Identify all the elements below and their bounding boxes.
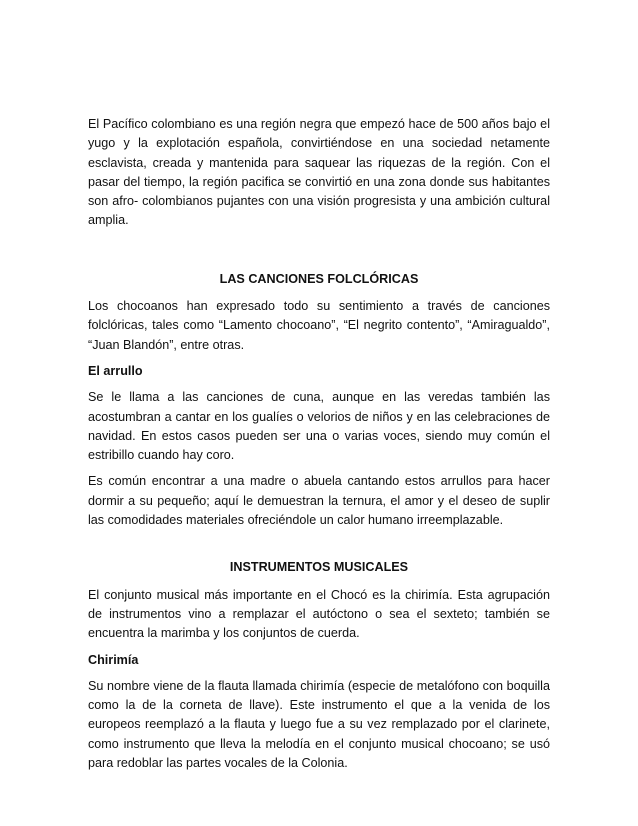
- arrullo-paragraph-2: Es común encontrar a una madre o abuela cantando estos arrullos para hacer dormir a su pequeño; aquí le demuestran la ternura, el amor y el deseo de suplir las comodidades materiales ofreciéndole un calor humano irreemplazable.: [88, 474, 550, 528]
- intro-paragraph: El Pacífico colombiano es una región negra que empezó hace de 500 años bajo el yugo y la explotación española, convirtiéndose en una sociedad netamente esclavista, creada y mantenida para saquear las riquezas de la región. Con el pasar del tiempo, la región pacifica se convirtió en una zona donde sus habitantes son afro- colombianos pujantes con una visión progresista y una ambición cultural amplia.: [88, 117, 550, 228]
- instrumentos-paragraph: El conjunto musical más importante en el Chocó es la chirimía. Esta agrupación de instrumentos vino a remplazar el autóctono o sea el sexteto; también se encuentra la marimba y los conjuntos de cuerda.: [88, 587, 550, 641]
- subheading-arrullo: El arrullo: [88, 363, 143, 378]
- document-page: [88, 115, 550, 773]
- canciones-paragraph: Los chocoanos han expresado todo su sentimiento a través de canciones folclóricas, tales como “Lamento chocoano”, “El negrito contento”, “Amiragualdo”, “Juan Blandón”, entre otras.: [88, 299, 550, 352]
- chirimia-paragraph: Su nombre viene de la flauta llamada chirimía (especie de metalófono con boquilla como la de la corneta de llave). Este instrumento el que a la venida de los europeos reemplazó a la flauta y luego fue a su vez remplazado por el clarinete, como instrumento que lleva la melodía en el conjunto musical chocoano; se usó para redoblar las partes vocales de la Colonia.: [88, 678, 550, 771]
- arrullo-paragraph: Se le llama a las canciones de cuna, aunque en las veredas también las acostumbran a cantar en los gualíes o velorios de niños y en las celebraciones de navidad. En estos casos pueden ser una o varias voces, siendo muy común el estribillo cuando hay coro.: [88, 390, 550, 463]
- subheading-chirimia: Chirimía: [88, 652, 139, 667]
- section-title-instrumentos: INSTRUMENTOS MUSICALES: [229, 560, 409, 575]
- section-title-canciones: LAS CANCIONES FOLCLÓRICAS: [219, 271, 419, 286]
